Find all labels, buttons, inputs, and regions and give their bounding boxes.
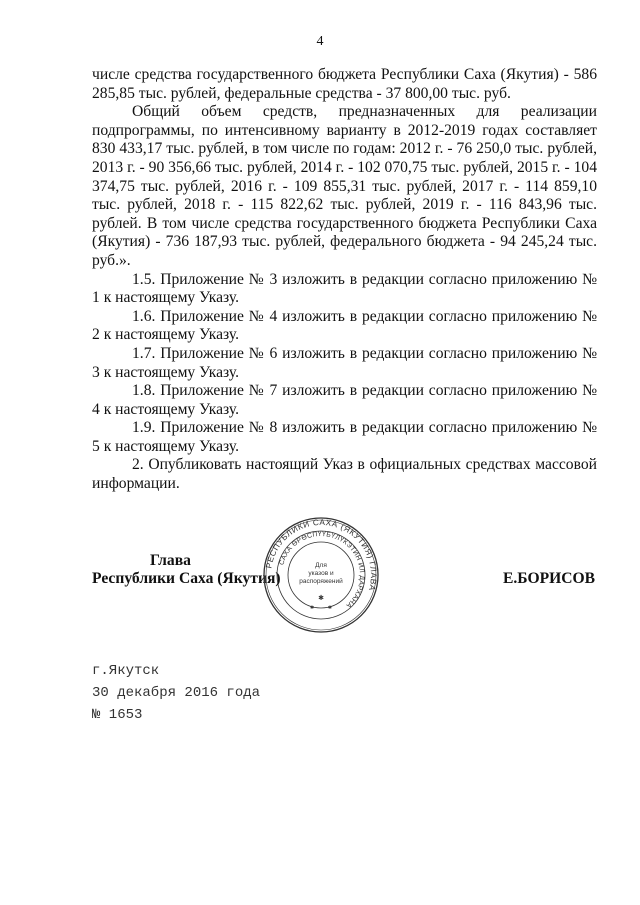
seal-star-icon: ✱ (327, 605, 333, 611)
paragraph: 2. Опубликовать настоящий Указ в официальных средствах массовой информации. (92, 456, 597, 493)
paragraph: Общий объем средств, предназначенных для реализации подпрограммы, по интенсивному варианту в 2012-2019 годах составляет 830 433,17 тыс. рублей, в том числе по годам: 2012 г. - 76 250,0 тыс. рублей, 2013 г. - 90 356,66 тыс. рублей, 2014 г. - 102 070,75 тыс. рублей, 2015 г. - 104 374,75 тыс. рублей, 2016 г. - 109 855,31 тыс. рублей, 2017 г. - 114 859,10 тыс. рублей, 2018 г. - 115 822,62 тыс. рублей, 2019 г. - 116 843,96 тыс. рублей. В том числе средства государственного бюджета Республики Саха (Якутия) - 736 187,93 тыс. рублей, федерального бюджета - 94 245,24 тыс. руб.». (92, 103, 597, 269)
footer-number: № 1653 (92, 707, 143, 723)
paragraph: 1.6. Приложение № 4 изложить в редакции согласно приложению № 2 к настоящему Указу. (92, 307, 597, 344)
seal-center-line: Для (315, 562, 327, 569)
paragraph: 1.9. Приложение № 8 изложить в редакции согласно приложению № 5 к настоящему Указу. (92, 419, 597, 455)
signature-organization: Республики Саха (Якутия) (92, 570, 281, 587)
footer-date: 30 декабря 2016 года (92, 685, 261, 701)
paragraph: числе средства государственного бюджета Республики Саха (Якутия) - 586 285,85 тыс. рублей, федеральные средства - 37 800,00 тыс. руб. (92, 66, 597, 102)
seal-star-icon: ✱ (309, 605, 315, 611)
paragraph: 1.8. Приложение № 7 изложить в редакции согласно приложению № 4 к настоящему Указу. (92, 382, 597, 418)
paragraph: 1.5. Приложение № 3 изложить в редакции согласно приложению № 1 к настоящему Указу. (92, 270, 597, 307)
footer-city: г.Якутск (92, 663, 160, 679)
seal-center-line: указов и (308, 570, 334, 577)
seal-center-line: распоряжений (299, 578, 343, 585)
document-footer (92, 660, 260, 726)
seal-star-icon: ✱ (318, 594, 324, 602)
page-number: 4 (316, 34, 324, 49)
paragraph: 1.7. Приложение № 6 изложить в редакции согласно приложению № 3 к настоящему Указу. (92, 344, 597, 381)
signature-name: Е.БОРИСОВ (503, 570, 596, 587)
document-body (92, 66, 597, 494)
seal-inner-text: САХА ӨРӨСПҮҮБҮЛҮКЭТИН ИЛ ДАРХАНА (278, 530, 366, 609)
signature-title: Глава (150, 552, 191, 569)
official-seal-icon (262, 516, 380, 634)
seal-outer-text: РЕСПУБЛИКИ САХА (ЯКУТИЯ) ГЛАВА (264, 517, 379, 592)
